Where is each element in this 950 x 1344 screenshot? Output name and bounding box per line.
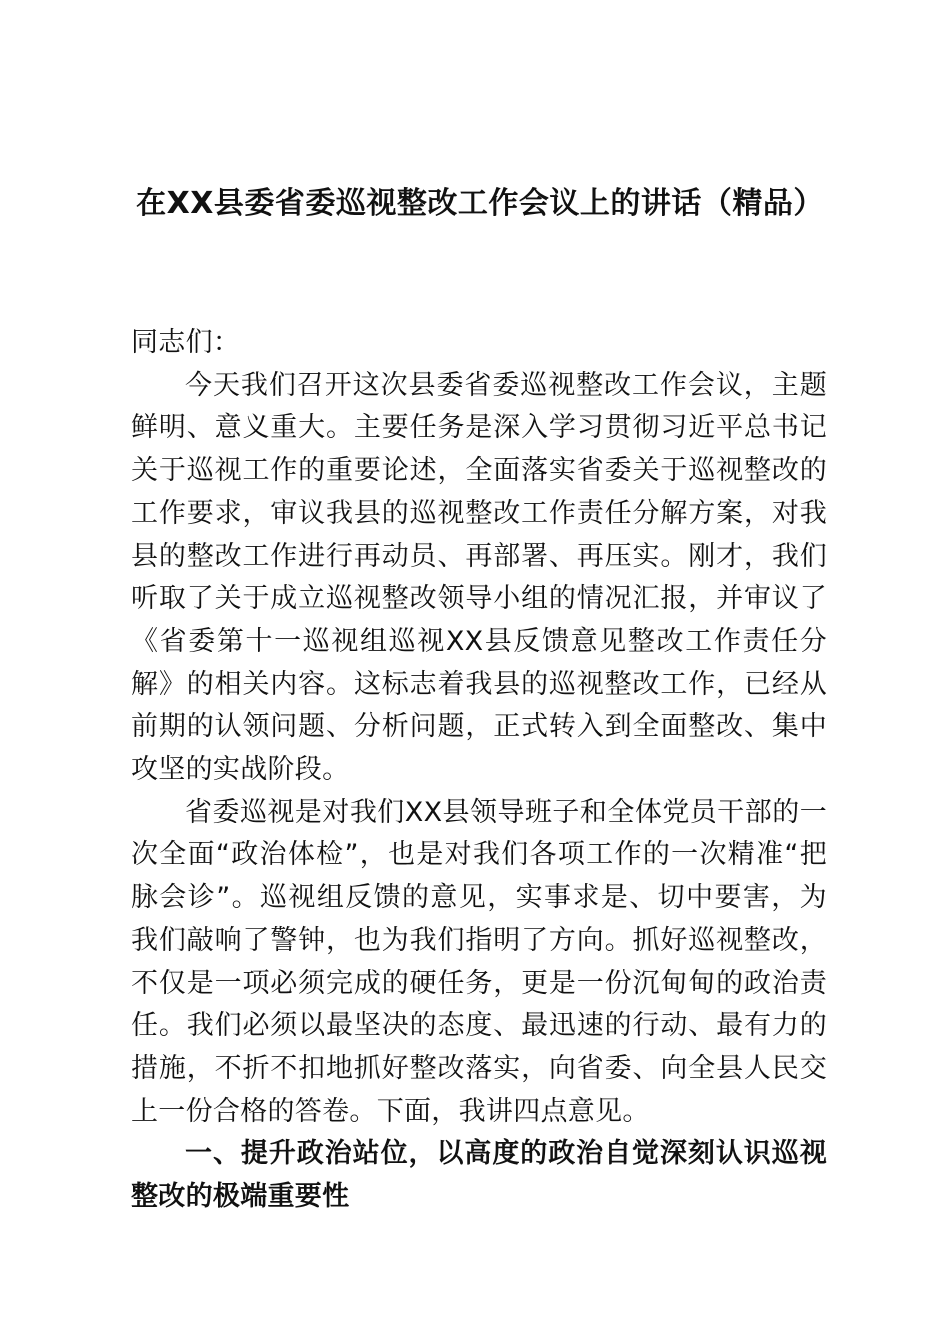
salutation: 同志们： [131, 327, 241, 358]
document-title: 在XX县委省委巡视整改工作会议上的讲话（精品） [136, 186, 824, 221]
paragraph-2: 省委巡视是对我们XX县领导班子和全体党员干部的一次全面“政治体检”，也是对我们各项工作的一次精准“把脉会诊”。巡视组反馈的意见，实事求是、切中要害，为我们敲响了警钟，也为我们指明了方向。抓好巡视整改，不仅是一项必须完成的硬任务，更是一份沉甸甸的政治责任。我们必须以最坚决的态度、最迅速的行动、最有力的措施，不折不扣地抓好整改落实，向省委、向全县人民交上一份合格的答卷。下面，我讲四点意见。 [131, 796, 827, 1127]
section-heading-1: 一、提升政治站位，以高度的政治自觉深刻认识巡视整改的极端重要性 [131, 1138, 827, 1213]
document-body [131, 322, 827, 1219]
paragraph-1: 今天我们召开这次县委省委巡视整改工作会议，主题鲜明、意义重大。主要任务是深入学习贯彻习近平总书记关于巡视工作的重要论述，全面落实省委关于巡视整改的工作要求，审议我县的巡视整改工作责任分解方案，对我县的整改工作进行再动员、再部署、再压实。刚才，我们听取了关于成立巡视整改领导小组的情况汇报，并审议了《省委第十一巡视组巡视XX县反馈意见整改工作责任分解》的相关内容。这标志着我县的巡视整改工作，已经从前期的认领问题、分析问题，正式转入到全面整改、集中攻坚的实战阶段。 [131, 369, 827, 786]
